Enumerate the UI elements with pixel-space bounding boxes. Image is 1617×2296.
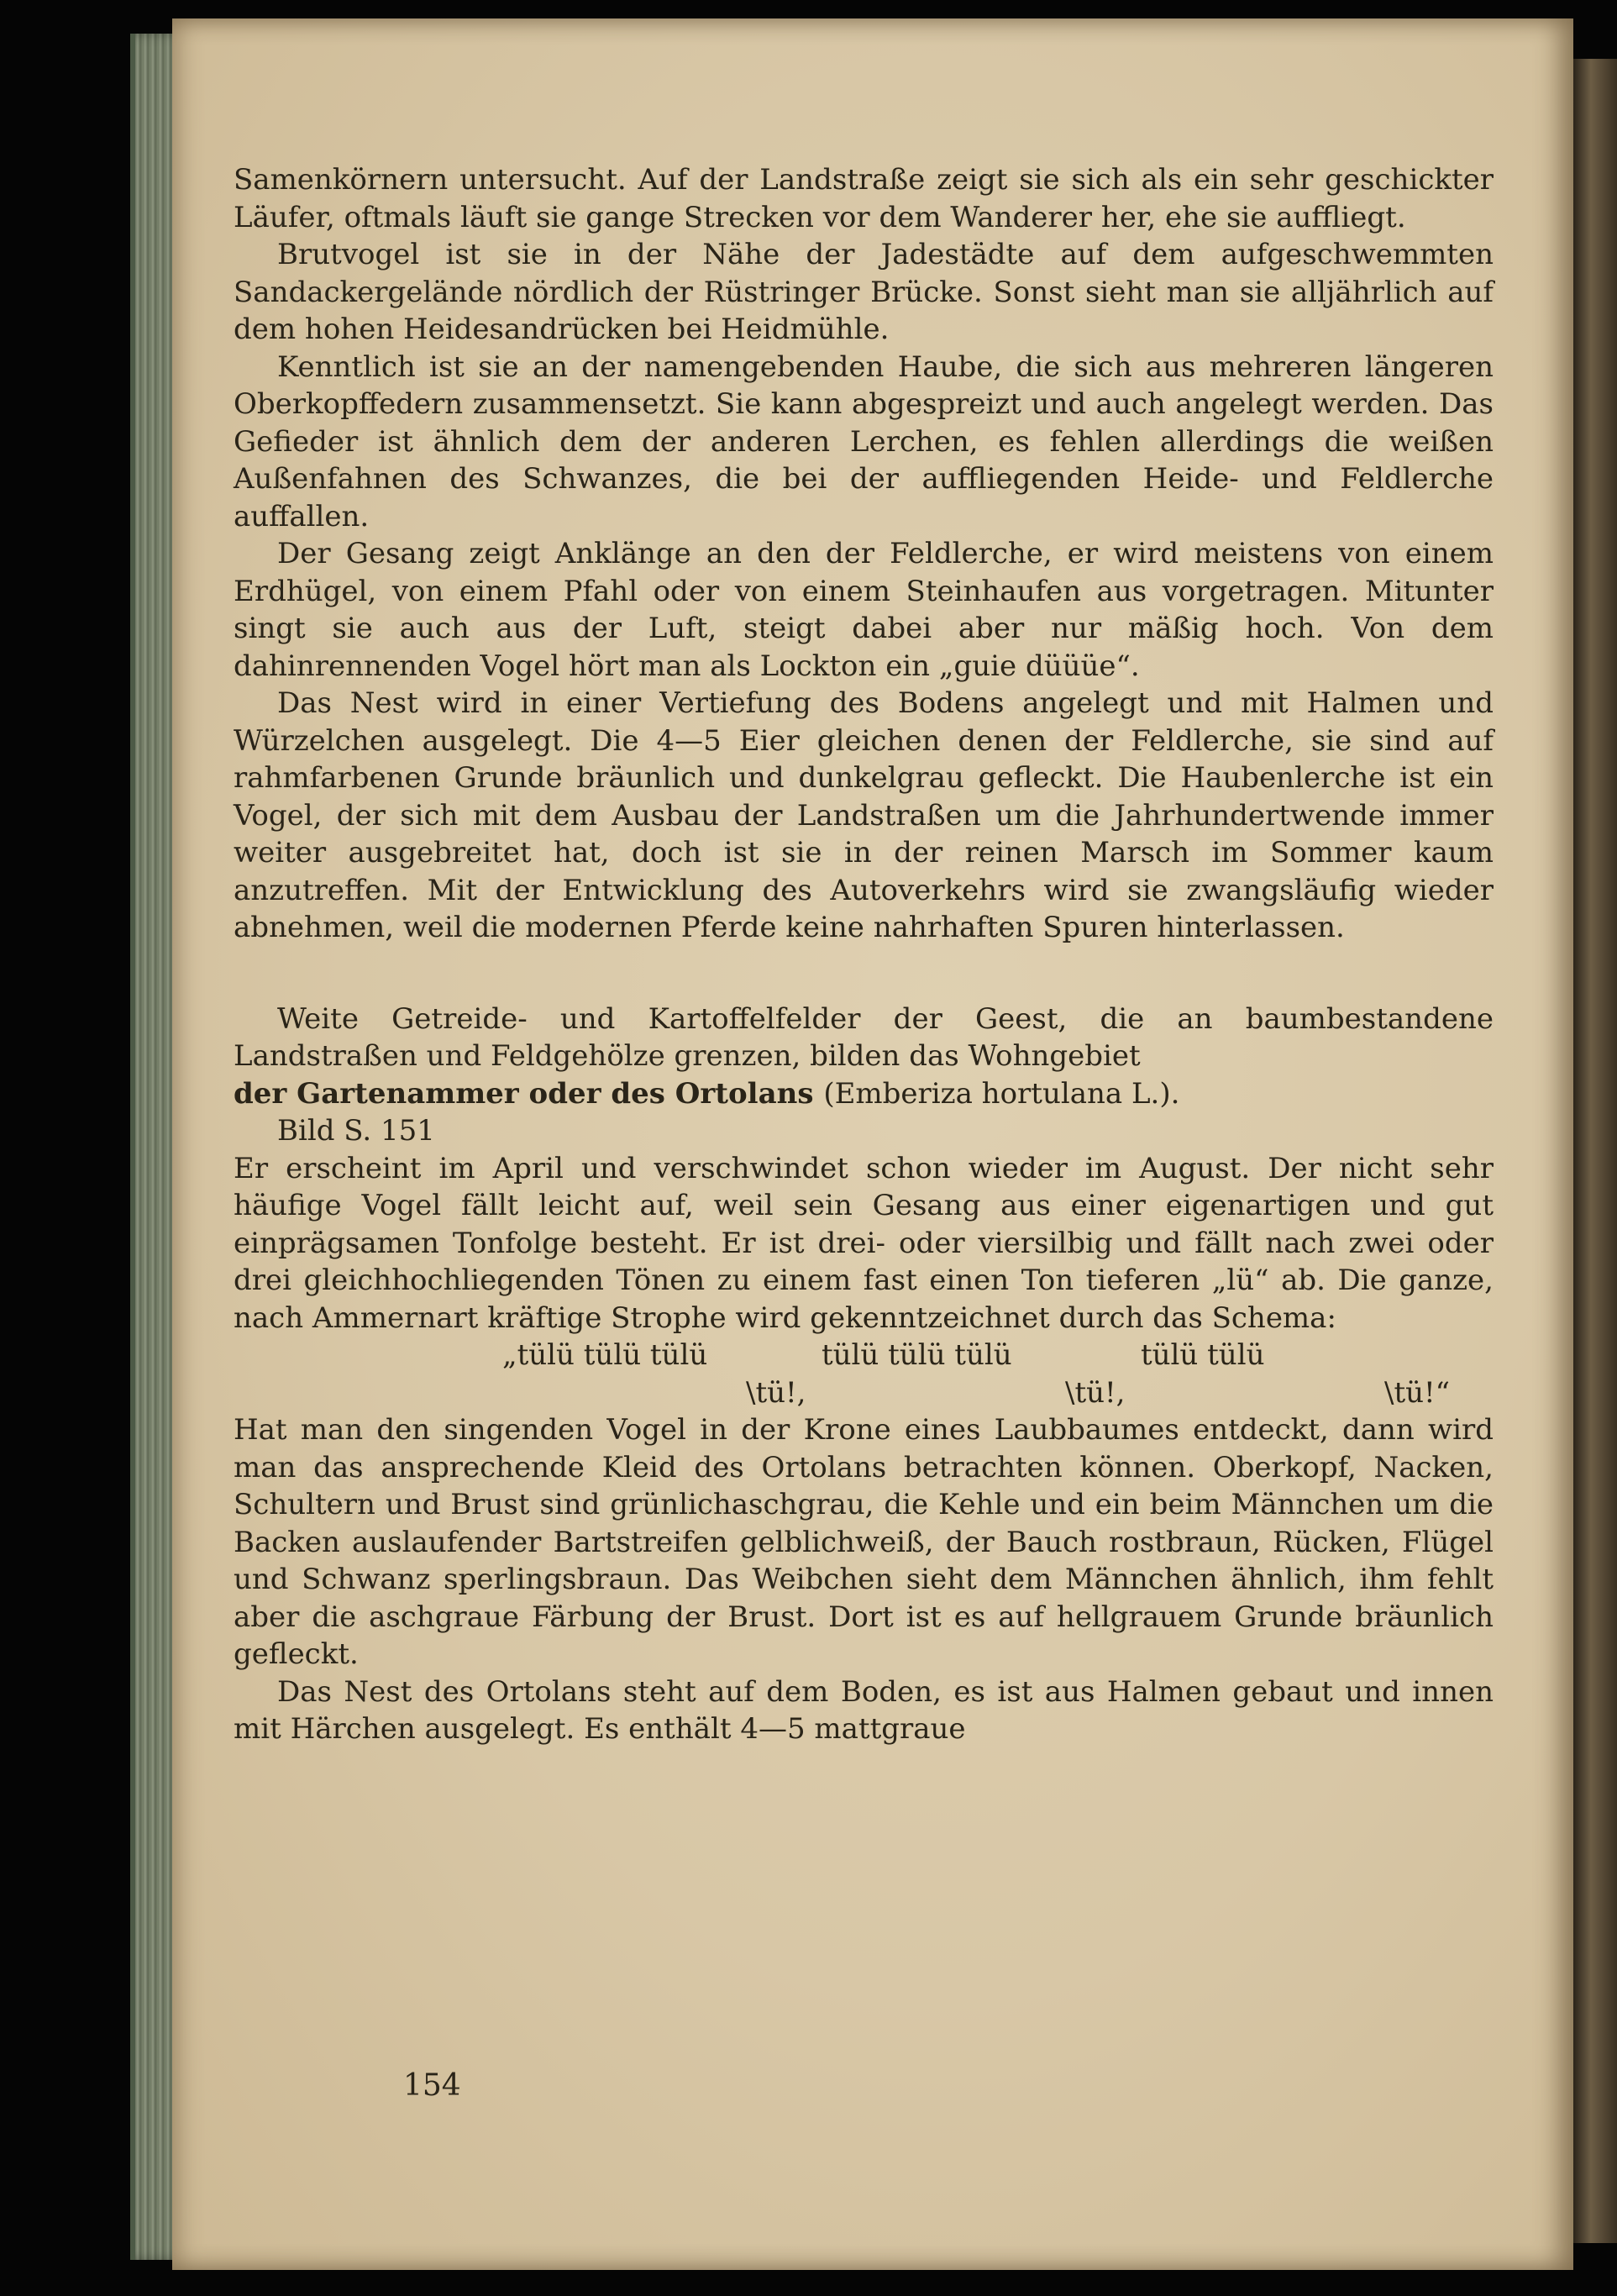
section-gap <box>234 947 1494 1001</box>
section-heading <box>234 1075 1494 1113</box>
figure-reference: Bild S. 151 <box>277 1114 435 1148</box>
song-schema <box>234 1337 1494 1411</box>
paragraph-4: Der Gesang zeigt Anklänge an den der Feldlerche, er wird meistens von einem Erdhügel, von einem Pfahl oder von einem Steinhaufen aus vorgetragen. Mitunter singt sie auch aus der Luft, steigt dabei aber nur mäßig hoch. Von dem dahinrennenden Vogel hört man als Lockton ein „guie düüüe“. <box>234 537 1494 683</box>
heading-latin-name: (Emberiza hortulana L.). <box>823 1076 1180 1111</box>
paragraph-5: Das Nest wird in einer Vertiefung des Bodens angelegt und mit Halmen und Würzelchen ausgelegt. Die 4—5 Eier gleichen denen der Feldlerche, sie sind auf rahmfarbenen Grunde bräunlich und dunkelgrau gefleckt. Die Haubenlerche ist ein Vogel, der sich mit dem Ausbau der Landstraßen um die Jahrhundertwende immer weiter ausgebreitet hat, doch ist sie in der reinen Marsch im Sommer kaum anzutreffen. Mit der Entwicklung des Autoverkehrs wird sie zwangsläufig wieder abnehmen, weil die modernen Pferde keine nahrhaften Spuren hinterlassen. <box>234 686 1494 944</box>
paragraph-6: Er erscheint im April und verschwindet schon wieder im August. Der nicht sehr häufige Vogel fällt leicht auf, weil sein Gesang aus einer eigenartigen und gut einprägsamen Tonfolge besteht. Er ist drei- oder viersilbig und fällt nach zwei oder drei gleichhochliegenden Tönen zu einem fast einen Ton tieferen „lü“ ab. Die ganze, nach Ammernart kräftige Strophe wird gekenntzeichnet durch das Schema: <box>234 1151 1494 1335</box>
paragraph-3: Kenntlich ist sie an der namengebenden Haube, die sich aus mehreren längeren Oberkopffedern zusammensetzt. Sie kann abgespreizt und auch angelegt werden. Das Gefieder ist ähnlich dem der anderen Lerchen, es fehlen allerdings die weißen Außenfahnen des Schwanzes, die bei der auffliegenden Heide- und Feldlerche auffallen. <box>234 349 1494 533</box>
paragraph-2: Brutvogel ist sie in der Nähe der Jadestädte auf dem aufgeschwemmten Sandackergelände nördlich der Rüstringer Brücke. Sonst sieht man sie alljährlich auf dem hohen Heidesandrücken bei Heidmühle. <box>234 238 1494 346</box>
paragraph-1: Samenkörnern untersucht. Auf der Landstraße zeigt sie sich als ein sehr geschickter Läufer, oftmals läuft sie gange Strecken vor dem Wanderer her, ehe sie auffliegt. <box>234 163 1494 234</box>
schema-bottom-1: \tü!, <box>746 1375 806 1410</box>
page-text <box>234 161 1494 1748</box>
page-number: 154 <box>403 2068 461 2103</box>
heading-title: der Gartenammer oder des Ortolans <box>234 1076 814 1111</box>
schema-bottom-3: \tü!“ <box>1384 1375 1451 1410</box>
schema-bottom-2: \tü!, <box>1065 1375 1126 1410</box>
next-page-edge <box>1573 59 1617 2243</box>
schema-top-2: tülü tülü tülü <box>822 1338 1012 1372</box>
schema-top-3: tülü tülü <box>1141 1338 1265 1372</box>
section-intro: Weite Getreide- und Kartoffelfelder der Geest, die an baumbestandene Landstraßen und Feldgehölze grenzen, bilden das Wohngebiet <box>234 1001 1494 1073</box>
schema-top-1: „tülü tülü tülü <box>502 1338 708 1372</box>
paragraph-8: Das Nest des Ortolans steht auf dem Boden, es ist aus Halmen gebaut und innen mit Härchen ausgelegt. Es enthält 4—5 mattgraue <box>234 1674 1494 1746</box>
paragraph-7: Hat man den singenden Vogel in der Krone eines Laubbaumes entdeckt, dann wird man das ansprechende Kleid des Ortolans betrachten können. Oberkopf, Nacken, Schultern und Brust sind grünlichaschgrau, die Kehle und ein beim Männchen um die Backen auslaufender Bartstreifen gelblichweiß, der Bauch rostbraun, Rücken, Flügel und Schwanz sperlingsbraun. Das Weibchen sieht dem Männchen ähnlich, ihm fehlt aber die aschgraue Färbung der Brust. Dort ist es auf hellgrauem Grunde bräunlich gefleckt. <box>234 1413 1494 1671</box>
